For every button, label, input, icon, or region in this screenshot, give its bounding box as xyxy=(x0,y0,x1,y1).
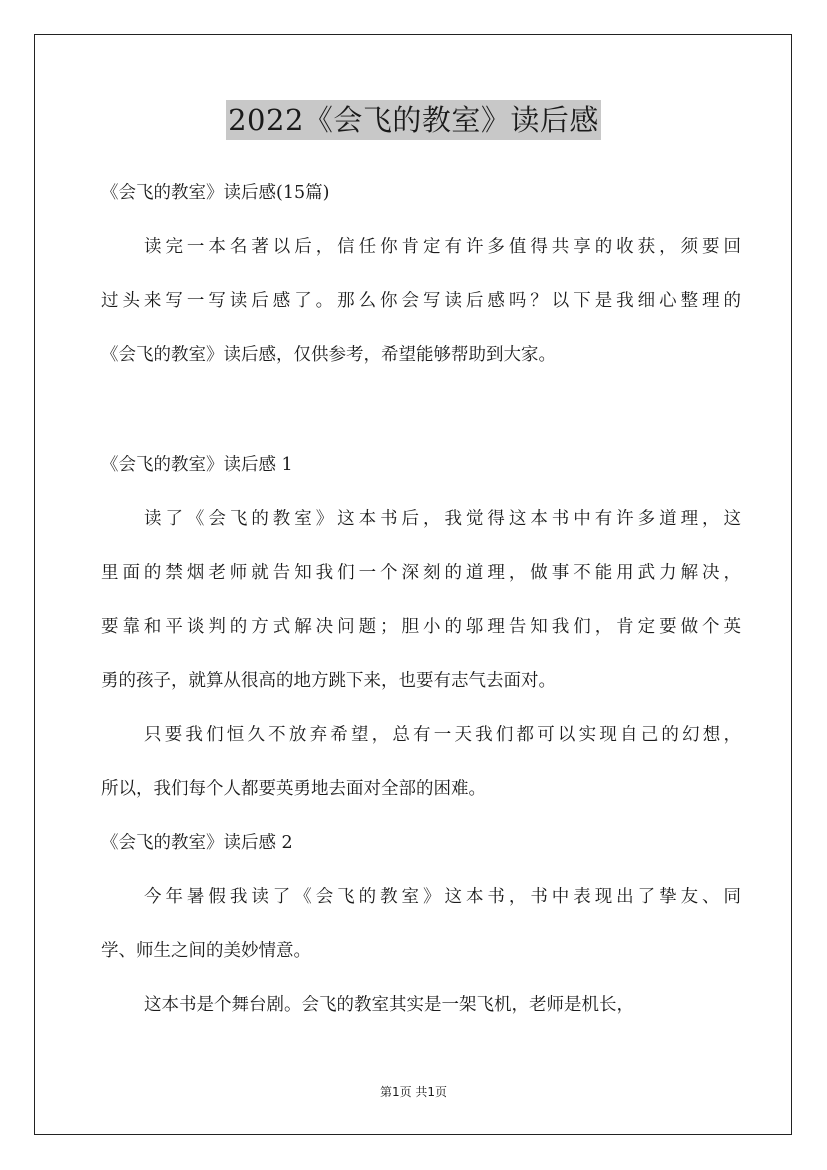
section1-p1-line-3: 要靠和平谈判的方式解决问题；胆小的邬理告知我们，肯定要做个英 xyxy=(101,617,741,637)
blank-spacer xyxy=(101,392,741,448)
intro-line-3: 《会飞的教室》读后感，仅供参考，希望能够帮助到大家。 xyxy=(101,345,556,365)
intro-line-2: 过头来写一写读后感了。那么你会写读后感吗？以下是我细心整理的 xyxy=(101,291,741,311)
document-title: 2022《会飞的教室》读后感 xyxy=(226,100,601,140)
intro-line-1: 读完一本名著以后，信任你肯定有许多值得共享的收获，须要回 xyxy=(144,237,741,257)
section2-heading: 《会飞的教室》读后感 2 xyxy=(101,833,293,853)
section2-p1-line-1: 今年暑假我读了《会飞的教室》这本书，书中表现出了挚友、同 xyxy=(144,887,741,907)
section1-p2-line-1: 只要我们恒久不放弃希望，总有一天我们都可以实现自己的幻想， xyxy=(144,725,741,745)
page-footer: 第1页 共1页 xyxy=(379,1085,448,1099)
document-subtitle: 《会飞的教室》读后感(15篇) xyxy=(101,183,330,203)
document-body xyxy=(101,176,741,1042)
section1-p1-line-2: 里面的禁烟老师就告知我们一个深刻的道理，做事不能用武力解决， xyxy=(101,563,741,583)
section1-heading: 《会飞的教室》读后感 1 xyxy=(101,455,293,475)
section2-p1-line-2: 学、师生之间的美妙情意。 xyxy=(101,941,311,961)
section1-p1-line-1: 读了《会飞的教室》这本书后，我觉得这本书中有许多道理，这 xyxy=(144,509,741,529)
section2-p2-line-1: 这本书是个舞台剧。会飞的教室其实是一架飞机，老师是机长， xyxy=(144,995,634,1015)
section1-p2-line-2: 所以，我们每个人都要英勇地去面对全部的困难。 xyxy=(101,779,486,799)
document-title-wrap xyxy=(0,100,827,140)
section1-p1-line-4: 勇的孩子，就算从很高的地方跳下来，也要有志气去面对。 xyxy=(101,671,556,691)
